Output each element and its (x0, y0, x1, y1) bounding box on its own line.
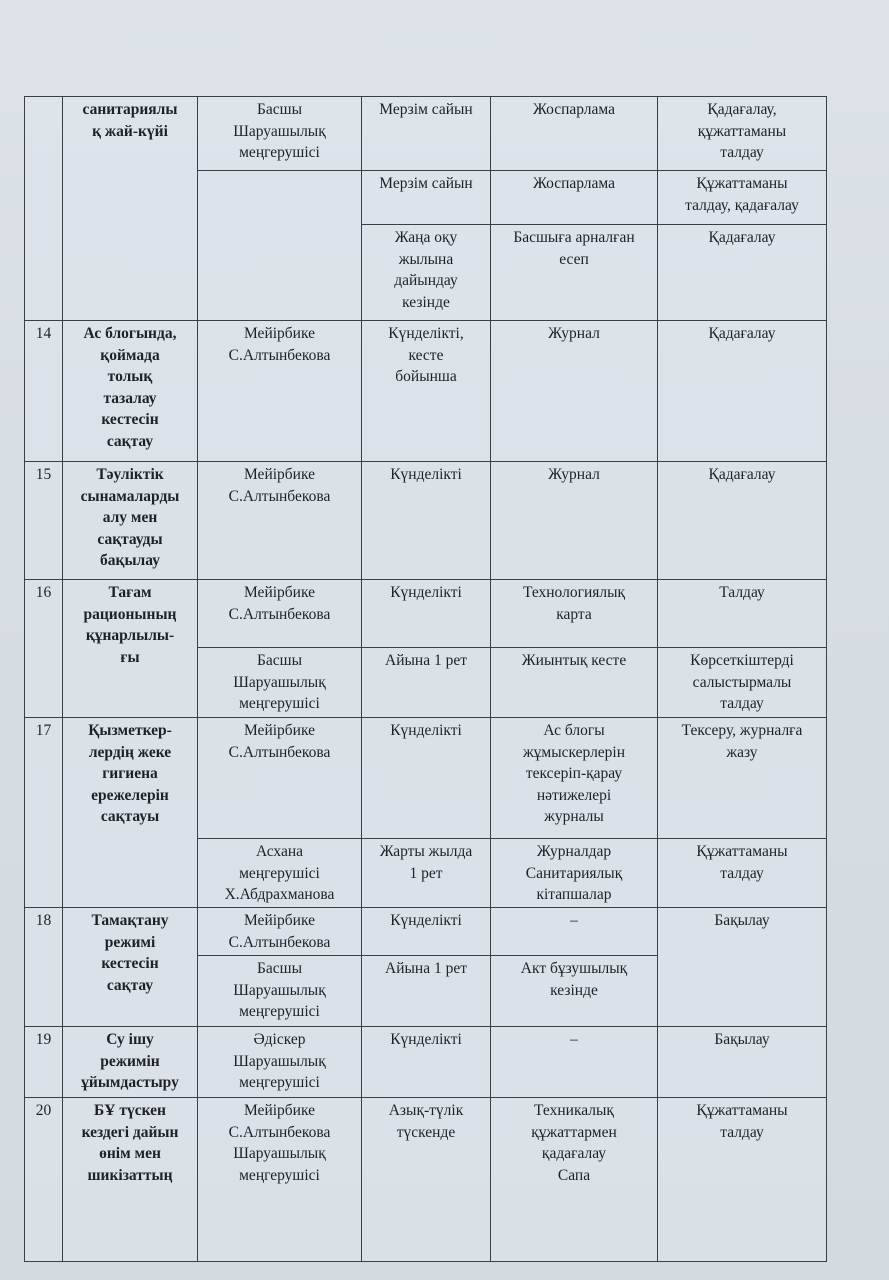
frequency-cell: Күнделікті (362, 1027, 491, 1098)
form-cell: Акт бұзушылық кезінде (491, 956, 658, 1027)
row-title: Тамақтану режимі кестесін сақтау (63, 908, 198, 1027)
row-number: 15 (25, 462, 63, 580)
frequency-cell: Айына 1 рет (362, 648, 491, 718)
table-row (25, 718, 827, 839)
method-cell: Талдау (658, 580, 827, 648)
responsible-cell: Мейірбике С.Алтынбекова (198, 580, 362, 648)
frequency-cell: Азық-түлік түскенде (362, 1098, 491, 1262)
form-cell: Техникалық құжаттармен қадағалау Сапа (491, 1098, 658, 1262)
responsible-cell: Басшы Шаруашылық меңгерушісі (198, 97, 362, 171)
row-title: БҰ түскен кездегі дайын өнім мен шикізаттың (63, 1098, 198, 1262)
table-row (25, 321, 827, 462)
method-cell: Қадағалау (658, 225, 827, 321)
responsible-cell: Мейірбике С.Алтынбекова (198, 908, 362, 956)
frequency-cell: Мерзім сайын (362, 97, 491, 171)
table-row (25, 462, 827, 580)
method-cell: Бақылау (658, 1027, 827, 1098)
row-number: 20 (25, 1098, 63, 1262)
control-plan-table (24, 96, 827, 1262)
form-cell: Жоспарлама (491, 171, 658, 225)
table-row (25, 1027, 827, 1098)
frequency-cell: Күнделікті (362, 462, 491, 580)
table-row (25, 580, 827, 648)
method-cell: Қадағалау, құжаттаманы талдау (658, 97, 827, 171)
frequency-cell: Күнделікті (362, 580, 491, 648)
row-number: 16 (25, 580, 63, 718)
row-title: Тағам рационының құнарлылы- ғы (63, 580, 198, 718)
frequency-cell: Күнделікті (362, 908, 491, 956)
responsible-cell: Мейірбике С.Алтынбекова (198, 718, 362, 839)
row-number: 19 (25, 1027, 63, 1098)
row-number: 18 (25, 908, 63, 1027)
method-cell: Құжаттаманы талдау (658, 1098, 827, 1262)
method-cell: Қадағалау (658, 321, 827, 462)
responsible-cell: Мейірбике С.Алтынбекова Шаруашылық меңгерушісі (198, 1098, 362, 1262)
responsible-cell: Мейірбике С.Алтынбекова (198, 462, 362, 580)
form-cell: Жиынтық кесте (491, 648, 658, 718)
responsible-cell: Басшы Шаруашылық меңгерушісі (198, 956, 362, 1027)
method-cell: Тексеру, журналға жазу (658, 718, 827, 839)
method-cell: Құжаттаманы талдау (658, 839, 827, 908)
form-cell: Журналдар Санитариялық кітапшалар (491, 839, 658, 908)
row-number: 17 (25, 718, 63, 908)
responsible-cell: Әдіскер Шаруашылық меңгерушісі (198, 1027, 362, 1098)
frequency-cell: Күнделікті (362, 718, 491, 839)
frequency-cell: Күнделікті, кесте бойынша (362, 321, 491, 462)
responsible-cell: Асхана меңгерушісі Х.Абдрахманова (198, 839, 362, 908)
responsible-cell (198, 171, 362, 321)
form-cell: – (491, 1027, 658, 1098)
responsible-cell: Мейірбике С.Алтынбекова (198, 321, 362, 462)
frequency-cell: Мерзім сайын (362, 171, 491, 225)
frequency-cell: Жаңа оқу жылына дайындау кезінде (362, 225, 491, 321)
method-cell: Қадағалау (658, 462, 827, 580)
form-cell: – (491, 908, 658, 956)
row-title: Тәуліктік сынамаларды алу мен сақтауды бақылау (63, 462, 198, 580)
row-title: Су ішу режимін ұйымдастыру (63, 1027, 198, 1098)
frequency-cell: Жарты жылда 1 рет (362, 839, 491, 908)
row-title: Ас блогында, қоймада толық тазалау кестесін сақтау (63, 321, 198, 462)
row-number (25, 97, 63, 321)
table-row (25, 97, 827, 171)
row-title: санитариялы қ жай-күйі (63, 97, 198, 321)
form-cell: Басшыға арналған есеп (491, 225, 658, 321)
form-cell: Ас блогы жұмыскерлерін тексеріп-қарау нәтижелері журналы (491, 718, 658, 839)
frequency-cell: Айына 1 рет (362, 956, 491, 1027)
responsible-cell: Басшы Шаруашылық меңгерушісі (198, 648, 362, 718)
form-cell: Жоспарлама (491, 97, 658, 171)
table-row (25, 1098, 827, 1262)
method-cell: Көрсеткіштерді салыстырмалы талдау (658, 648, 827, 718)
table-row (25, 908, 827, 956)
row-number: 14 (25, 321, 63, 462)
method-cell: Құжаттаманы талдау, қадағалау (658, 171, 827, 225)
form-cell: Технологиялық карта (491, 580, 658, 648)
form-cell: Журнал (491, 321, 658, 462)
row-title: Қызметкер- лердің жеке гигиена ережелерін сақтауы (63, 718, 198, 908)
form-cell: Журнал (491, 462, 658, 580)
method-cell: Бақылау (658, 908, 827, 1027)
